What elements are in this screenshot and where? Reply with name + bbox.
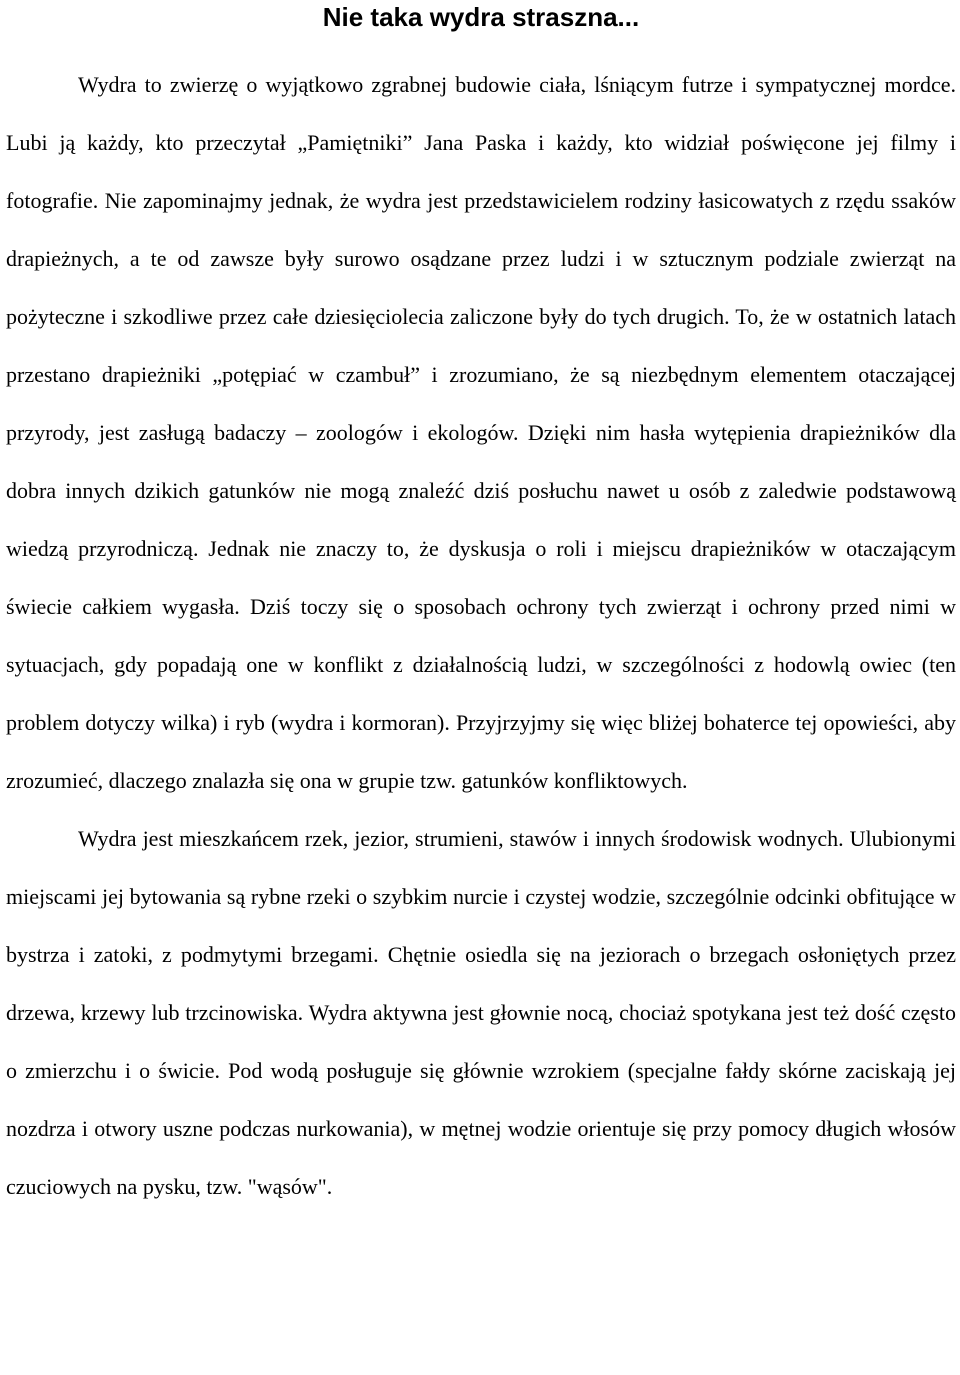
paragraph-intro: Wydra to zwierzę o wyjątkowo zgrabnej budowie ciała, lśniącym futrze i sympatycznej mordce. Lubi ją każdy, kto przeczytał „Pamiętniki” Jana Paska i każdy, kto widział poświęcone jej filmy i fotografie. Nie zapominajmy jednak, że wydra jest przedstawicielem rodziny łasicowatych z rzędu ssaków drapieżnych, a te od zawsze były surowo osądzane przez ludzi i w sztucznym podziale zwierząt na pożyteczne i szkodliwe przez całe dziesięciolecia zaliczone były do tych drugich. To, że w ostatnich latach przestano drapieżniki „potępiać w czambuł” i zrozumiano, że są niezbędnym elementem otaczającej przyrody, jest zasługą badaczy – zoologów i ekologów. Dzięki nim hasła wytępienia drapieżników dla dobra innych dzikich gatunków nie mogą znaleźć dziś posłuchu nawet u osób z zaledwie podstawową wiedzą przyrodniczą. Jednak nie znaczy to, że dyskusja o roli i miejscu drapieżników w otaczającym świecie całkiem wygasła. Dziś toczy się o sposobach ochrony tych zwierząt i ochrony przed nimi w sytuacjach, gdy popadają one w konflikt z działalnością ludzi, w szczególności z hodowlą owiec (ten problem dotyczy wilka) i ryb (wydra i kormoran). Przyjrzyjmy się więc bliżej bohaterce tej opowieści, aby zrozumieć, dlaczego znalazła się ona w grupie tzw. gatunków konfliktowych. bbox=[6, 72, 956, 793]
document-title: Nie taka wydra straszna... bbox=[322, 2, 640, 32]
paragraph-habitat: Wydra jest mieszkańcem rzek, jezior, strumieni, stawów i innych środowisk wodnych. Ulubionymi miejscami jej bytowania są rybne rzeki o szybkim nurcie i czystej wodzie, szczególnie odcinki obfitujące w bystrza i zatoki, z podmytymi brzegami. Chętnie osiedla się na jeziorach o brzegach osłoniętych przez drzewa, krzewy lub trzcinowiska. Wydra aktywna jest głownie nocą, chociaż spotykana jest też dość często o zmierzchu i o świcie. Pod wodą posługuje się głównie wzrokiem (specjalne fałdy skórne zaciskają jej nozdrza i otwory uszne podczas nurkowania), w mętnej wodzie orientuje się przy pomocy długich włosów czuciowych na pysku, tzw. "wąsów". bbox=[6, 826, 956, 1199]
